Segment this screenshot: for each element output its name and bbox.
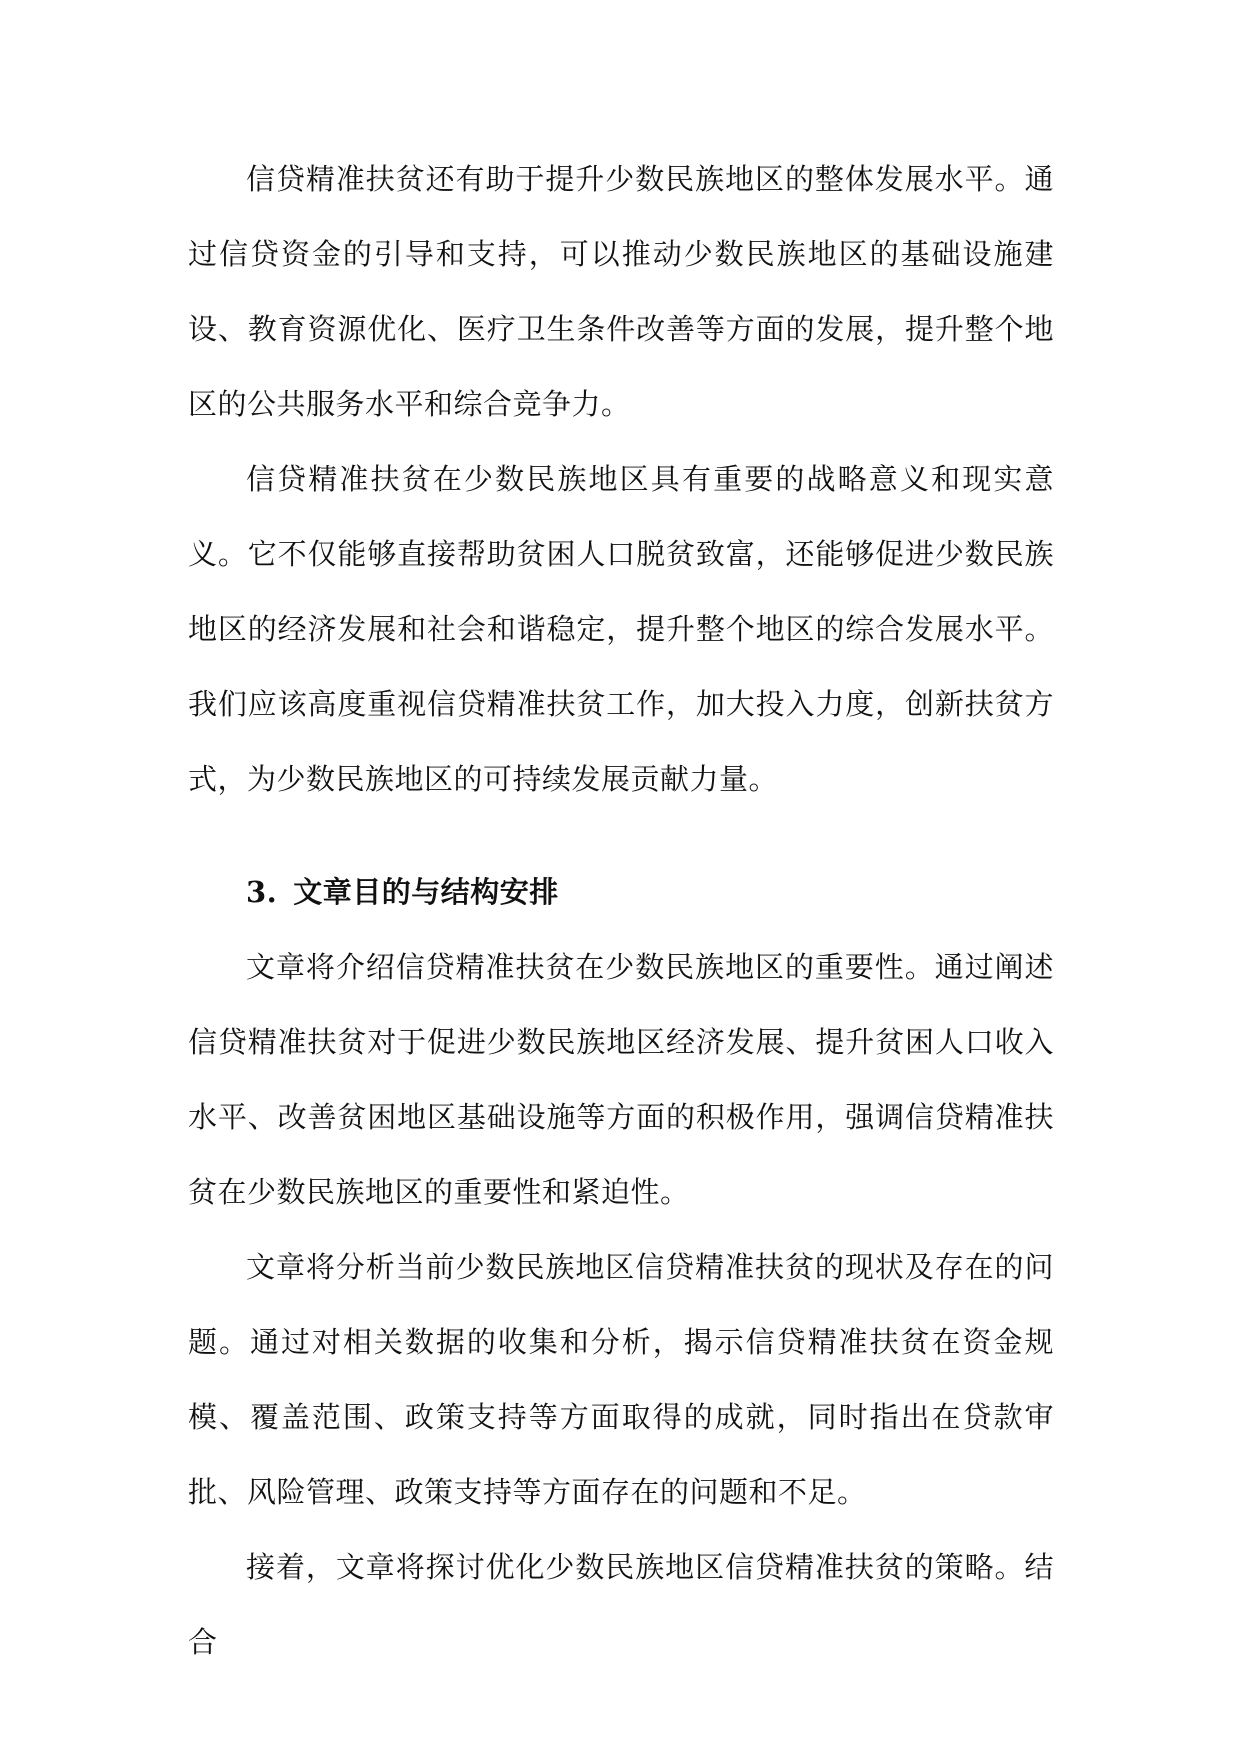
paragraph: 文章将分析当前少数民族地区信贷精准扶贫的现状及存在的问题。通过对相关数据的收集和分析，揭示信贷精准扶贫在资金规模、覆盖范围、政策支持等方面取得的成就，同时指出在贷款审批、风险管理、政策支持等方面存在的问题和不足。 <box>188 1250 1054 1509</box>
paragraph: 信贷精准扶贫还有助于提升少数民族地区的整体发展水平。通过信贷资金的引导和支持，可以推动少数民族地区的基础设施建设、教育资源优化、医疗卫生条件改善等方面的发展，提升整个地区的公共服务水平和综合竞争力。 <box>188 162 1054 421</box>
paragraph: 信贷精准扶贫在少数民族地区具有重要的战略意义和现实意义。它不仅能够直接帮助贫困人口脱贫致富，还能够促进少数民族地区的经济发展和社会和谐稳定，提升整个地区的综合发展水平。我们应该高度重视信贷精准扶贫工作，加大投入力度，创新扶贫方式，为少数民族地区的可持续发展贡献力量。 <box>188 462 1054 796</box>
section-heading <box>188 855 1054 930</box>
document-body <box>188 142 1054 1680</box>
section-number: 3. <box>246 875 278 909</box>
section-title: 文章目的与结构安排 <box>293 875 559 909</box>
paragraph: 文章将介绍信贷精准扶贫在少数民族地区的重要性。通过阐述信贷精准扶贫对于促进少数民族地区经济发展、提升贫困人口收入水平、改善贫困地区基础设施等方面的积极作用，强调信贷精准扶贫在少数民族地区的重要性和紧迫性。 <box>188 950 1054 1209</box>
paragraph: 接着，文章将探讨优化少数民族地区信贷精准扶贫的策略。结合 <box>188 1550 1054 1659</box>
